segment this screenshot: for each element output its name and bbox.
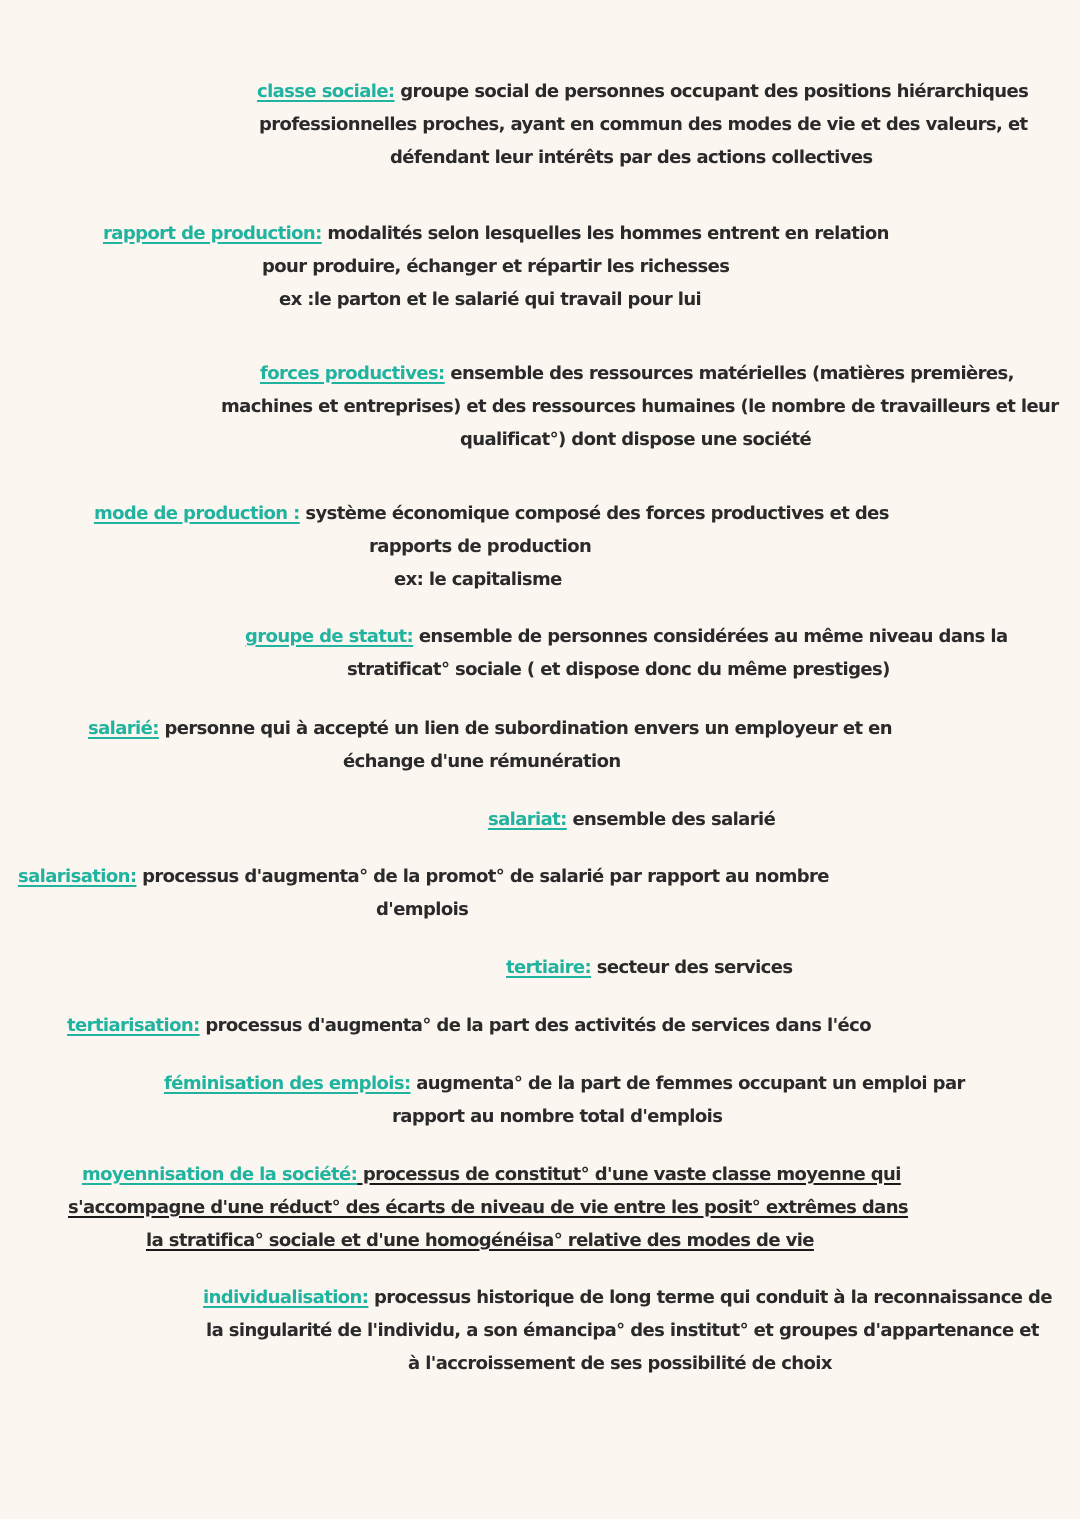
definition-text: ensemble des ressources matérielles (matières premières, [444,363,1014,384]
term-label: classe sociale: [257,81,395,102]
definition-text: processus de constitut° d'une vaste classe moyenne qui [357,1164,901,1185]
definition-salarisation [18,860,829,926]
definition-text: stratificat° sociale ( et dispose donc du même prestiges) [347,659,890,680]
definition-text: processus d'augmenta° de la promot° de salarié par rapport au nombre [136,866,829,887]
term-label: individualisation: [203,1287,369,1308]
definition-mode-de-production [94,497,889,596]
term-label: salariat: [488,809,567,830]
definition-text: à l'accroissement de ses possibilité de choix [408,1353,832,1374]
definition-text: machines et entreprises) et des ressources humaines (le nombre de travailleurs et leur [221,396,1059,417]
term-label: tertiarisation: [67,1015,200,1036]
definition-classe-sociale [257,75,1029,174]
definition-text: système économique composé des forces productives et des [299,503,889,524]
definition-text: ex: le capitalisme [394,569,562,590]
term-label: salarisation: [18,866,137,887]
definition-text: ensemble des salarié [566,809,776,830]
term-label: tertiaire: [506,957,592,978]
definition-text: défendant leur intérêts par des actions collectives [390,147,873,168]
definition-text: rapports de production [369,536,592,557]
definition-salarie [88,712,892,778]
definition-rapport-de-production [103,217,889,316]
definition-text: échange d'une rémunération [343,751,621,772]
definition-salariat [488,803,775,836]
definition-text: processus historique de long terme qui conduit à la reconnaissance de [368,1287,1052,1308]
definition-text: groupe social de personnes occupant des positions hiérarchiques [394,81,1029,102]
definition-text: la singularité de l'individu, a son émancipa° des institut° et groupes d'appartenance et [206,1320,1039,1341]
definition-text: qualificat°) dont dispose une société [460,429,812,450]
term-label: moyennisation de la société: [82,1164,358,1185]
term-label: féminisation des emplois: [164,1073,411,1094]
term-label: salarié: [88,718,159,739]
definition-text: augmenta° de la part de femmes occupant un emploi par [410,1073,965,1094]
term-label: forces productives: [260,363,445,384]
definition-text: la stratifica° sociale et d'une homogénéisa° relative des modes de vie [146,1230,814,1251]
definition-forces-productives [221,357,1059,456]
definition-feminisation-des-emplois [164,1067,965,1133]
term-label: groupe de statut: [245,626,414,647]
definition-tertiaire [506,951,792,984]
term-label: rapport de production: [103,223,322,244]
definition-moyennisation-de-la-societe [68,1158,908,1257]
term-label: mode de production : [94,503,300,524]
definition-tertiarisation [67,1009,871,1042]
definition-individualisation [203,1281,1052,1380]
definition-text: secteur des services [591,957,793,978]
definition-text: s'accompagne d'une réduct° des écarts de niveau de vie entre les posit° extrêmes dans [68,1197,909,1218]
definition-text: ensemble de personnes considérées au même niveau dans la [413,626,1008,647]
definition-text: modalités selon lesquelles les hommes entrent en relation [321,223,889,244]
definition-text: rapport au nombre total d'emplois [392,1106,723,1127]
definition-text: d'emplois [376,899,469,920]
definition-text: personne qui à accepté un lien de subordination envers un employeur et en [158,718,892,739]
definition-text: professionnelles proches, ayant en commun des modes de vie et des valeurs, et [259,114,1028,135]
definition-text: pour produire, échanger et répartir les richesses [262,256,730,277]
definition-text: ex :le parton et le salarié qui travail pour lui [279,289,702,310]
definition-text: processus d'augmenta° de la part des activités de services dans l'éco [199,1015,871,1036]
definition-groupe-de-statut [245,620,1008,686]
